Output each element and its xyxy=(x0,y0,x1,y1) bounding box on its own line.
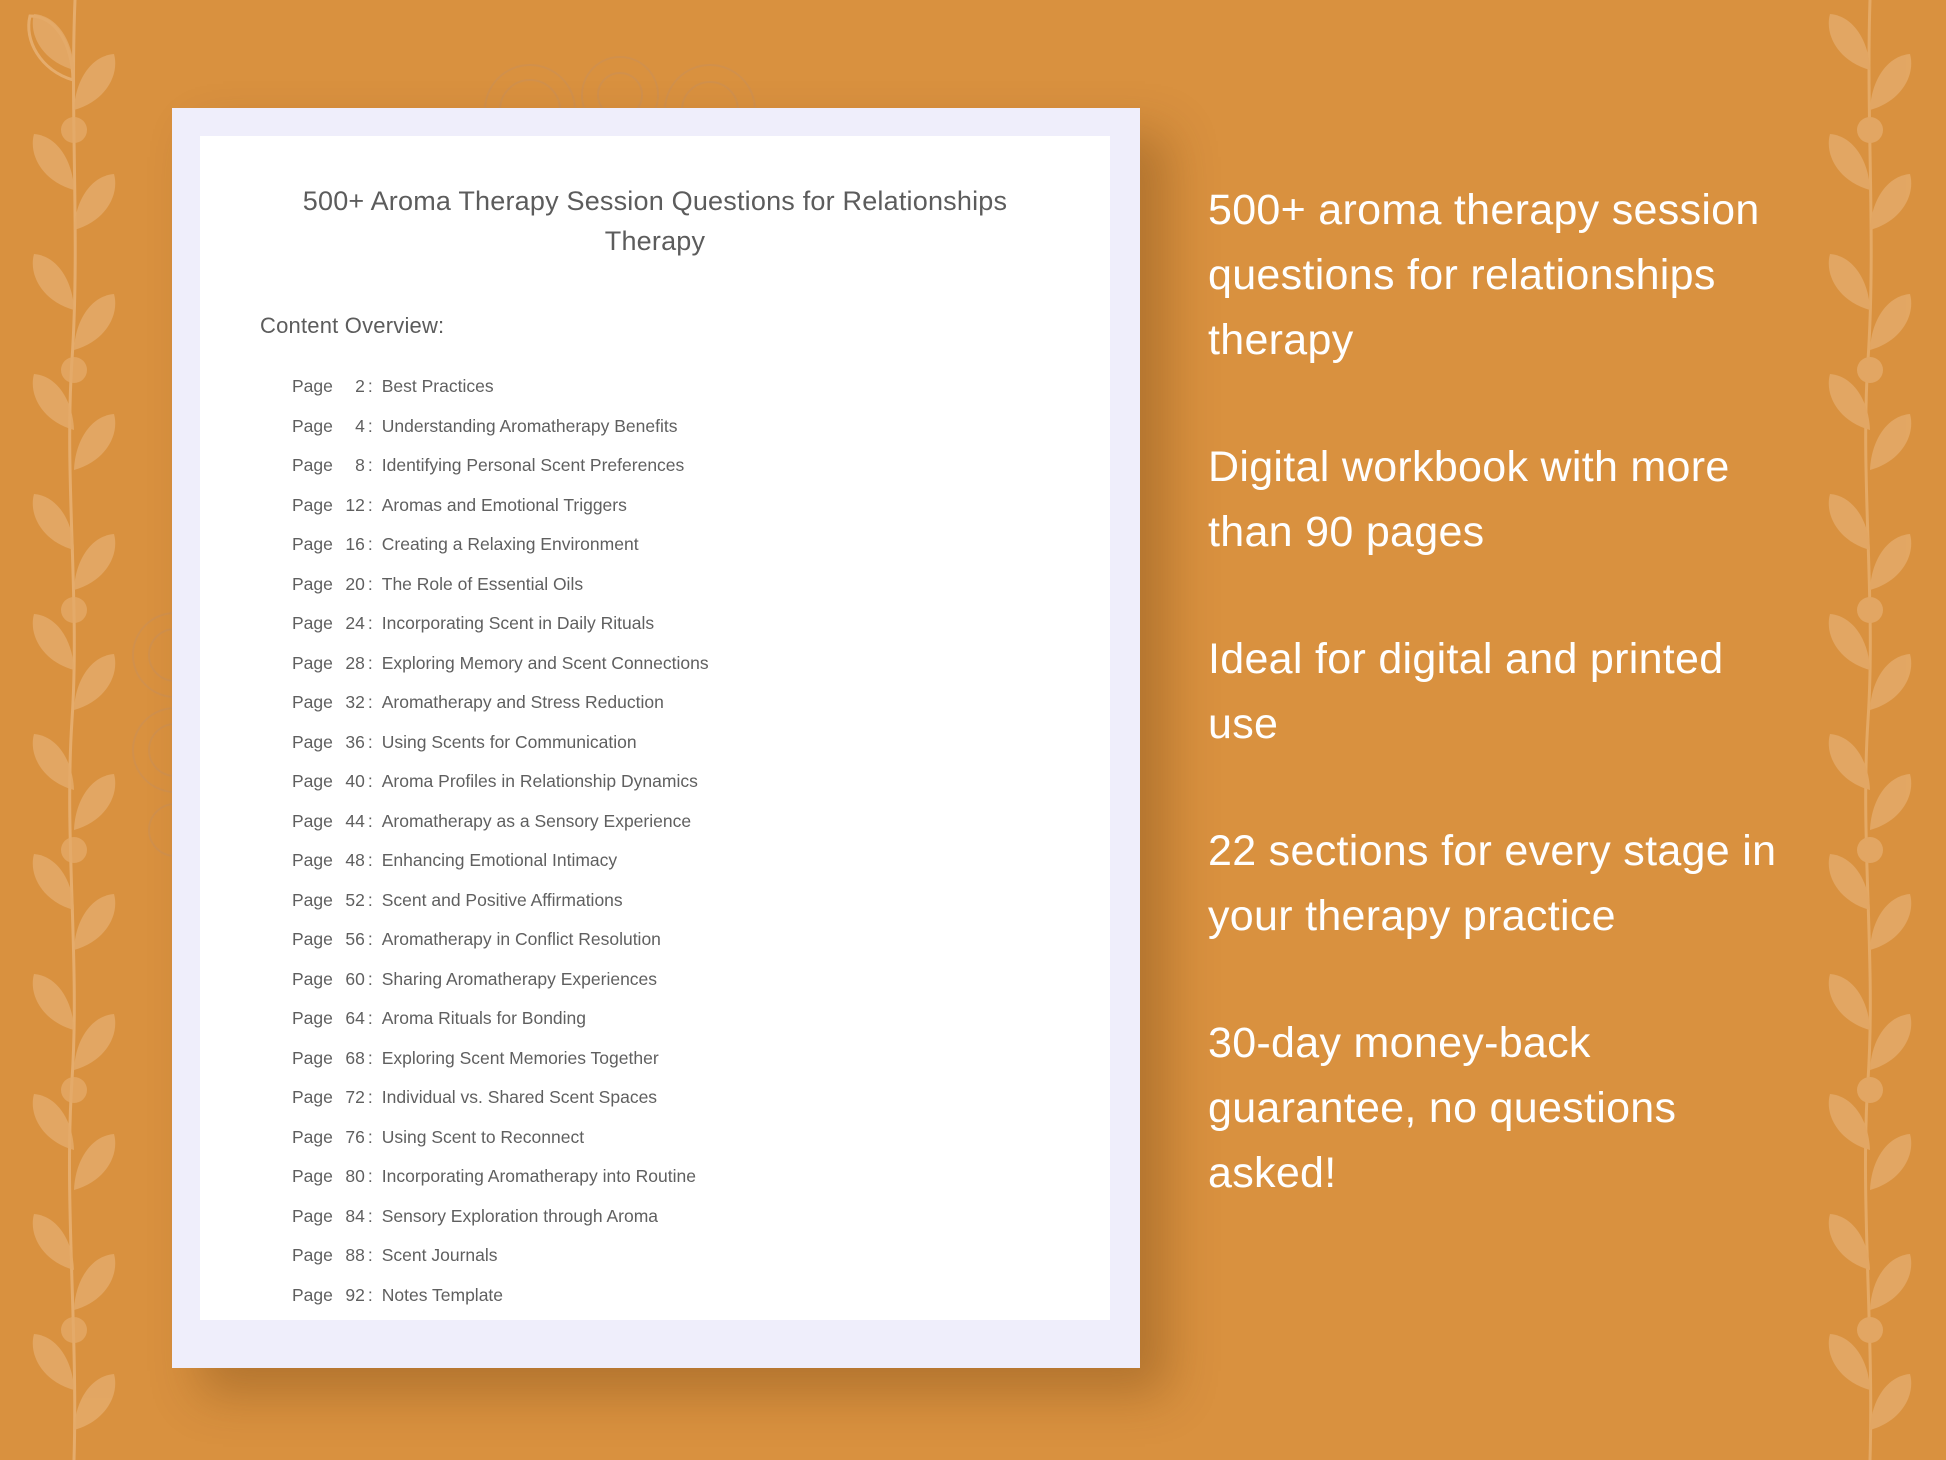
toc-entry-title: Understanding Aromatherapy Benefits xyxy=(381,415,678,436)
toc-row xyxy=(292,644,1050,684)
toc-page-word: Page xyxy=(292,692,333,712)
toc-separator: : xyxy=(367,810,373,831)
toc-entry-title: Using Scents for Communication xyxy=(381,731,637,752)
toc-entry-title: Creating a Relaxing Environment xyxy=(381,534,639,554)
toc-page-number: 88 xyxy=(345,1245,365,1265)
toc-page-word: Page xyxy=(292,534,333,554)
toc-separator: : xyxy=(367,771,373,791)
toc-separator: : xyxy=(367,652,373,673)
toc-row xyxy=(292,486,1050,526)
toc-page-word: Page xyxy=(292,455,333,475)
toc-page-word: Page xyxy=(292,929,333,949)
toc-page-number: 48 xyxy=(345,850,365,870)
toc-entry-title: Aroma Rituals for Bonding xyxy=(381,1008,587,1028)
toc-page-number: 40 xyxy=(345,771,365,791)
toc-row xyxy=(292,525,1050,565)
toc-entry-title: Notes Template xyxy=(381,1284,504,1305)
toc-page-word: Page xyxy=(292,1126,333,1147)
toc-page-number: 12 xyxy=(345,494,365,515)
toc-page-number: 28 xyxy=(345,652,365,673)
toc-separator: : xyxy=(367,1205,373,1226)
toc-page-word: Page xyxy=(292,1245,333,1265)
toc-separator: : xyxy=(367,1245,373,1265)
marketing-bullet: Digital workbook with more than 90 pages xyxy=(1208,443,1730,556)
toc-page-number: 64 xyxy=(345,1008,365,1028)
toc-page-word: Page xyxy=(292,652,333,673)
marketing-bullet: Ideal for digital and printed use xyxy=(1208,635,1724,748)
toc-separator: : xyxy=(367,1284,373,1305)
toc-page-word: Page xyxy=(292,376,333,396)
toc-row xyxy=(292,762,1050,802)
toc-page-number: 52 xyxy=(345,889,365,910)
page-title: 500+ Aroma Therapy Session Questions for Relationships Therapy xyxy=(302,186,1008,256)
toc-page-word: Page xyxy=(292,1205,333,1226)
toc-page-word: Page xyxy=(292,1047,333,1068)
toc-entry-title: Using Scent to Reconnect xyxy=(381,1126,585,1147)
toc-page-number: 72 xyxy=(345,1087,365,1107)
toc-page-word: Page xyxy=(292,1008,333,1028)
marketing-bullet: 500+ aroma therapy session questions for relationships therapy xyxy=(1208,186,1760,364)
toc-page-number: 16 xyxy=(345,534,365,554)
toc-page-word: Page xyxy=(292,810,333,831)
toc-page-word: Page xyxy=(292,1284,333,1305)
toc-page-word: Page xyxy=(292,573,333,594)
toc-entry-title: Individual vs. Shared Scent Spaces xyxy=(381,1087,658,1107)
toc-row xyxy=(292,565,1050,605)
toc-entry-title: Sharing Aromatherapy Experiences xyxy=(381,968,658,989)
toc-entry-title: Best Practices xyxy=(381,376,494,396)
toc-page-word: Page xyxy=(292,415,333,436)
toc-row xyxy=(292,723,1050,763)
toc-separator: : xyxy=(367,1166,373,1186)
toc-page-number: 2 xyxy=(355,376,365,396)
toc-entry-title: Scent Journals xyxy=(381,1245,498,1265)
toc-entry-title: The Role of Essential Oils xyxy=(381,573,584,594)
toc-entry-title: Aromas and Emotional Triggers xyxy=(381,494,627,515)
toc-page-number: 76 xyxy=(345,1126,365,1147)
toc-separator: : xyxy=(367,929,373,949)
toc-separator: : xyxy=(367,455,373,475)
toc-separator: : xyxy=(367,1087,373,1107)
marketing-copy xyxy=(1208,178,1788,1206)
toc-page-number: 84 xyxy=(345,1205,365,1226)
toc-entry-title: Enhancing Emotional Intimacy xyxy=(381,850,618,870)
marketing-bullet: 30-day money-back guarantee, no questions asked! xyxy=(1208,1019,1677,1197)
toc-separator: : xyxy=(367,494,373,515)
toc-separator: : xyxy=(367,968,373,989)
toc-row xyxy=(292,920,1050,960)
toc-page-word: Page xyxy=(292,1087,333,1107)
toc-row xyxy=(292,1157,1050,1197)
toc-row xyxy=(292,604,1050,644)
toc-row xyxy=(292,446,1050,486)
toc-row xyxy=(292,683,1050,723)
toc-page-word: Page xyxy=(292,613,333,633)
toc-separator: : xyxy=(367,692,373,712)
document-content xyxy=(200,136,1110,1320)
toc-page-word: Page xyxy=(292,850,333,870)
toc-row xyxy=(292,841,1050,881)
table-of-contents xyxy=(260,367,1050,1315)
toc-page-number: 32 xyxy=(345,692,365,712)
toc-entry-title: Identifying Personal Scent Preferences xyxy=(381,455,685,475)
toc-separator: : xyxy=(367,731,373,752)
toc-row xyxy=(292,881,1050,921)
toc-separator: : xyxy=(367,1008,373,1028)
toc-entry-title: Exploring Scent Memories Together xyxy=(381,1047,659,1068)
toc-row xyxy=(292,1039,1050,1079)
toc-row xyxy=(292,1118,1050,1158)
toc-page-number: 60 xyxy=(345,968,365,989)
toc-row xyxy=(292,960,1050,1000)
toc-page-number: 8 xyxy=(355,455,365,475)
toc-page-number: 24 xyxy=(345,613,365,633)
toc-entry-title: Exploring Memory and Scent Connections xyxy=(381,652,709,673)
toc-page-number: 68 xyxy=(345,1047,365,1068)
toc-row xyxy=(292,1276,1050,1316)
toc-page-number: 92 xyxy=(345,1284,365,1305)
toc-page-number: 20 xyxy=(345,573,365,594)
toc-separator: : xyxy=(367,534,373,554)
toc-separator: : xyxy=(367,415,373,436)
marketing-bullet: 22 sections for every stage in your therapy practice xyxy=(1208,827,1777,940)
toc-page-number: 80 xyxy=(345,1166,365,1186)
toc-entry-title: Aromatherapy and Stress Reduction xyxy=(381,692,664,712)
toc-separator: : xyxy=(367,1047,373,1068)
floral-border-right-icon xyxy=(1796,0,1946,1460)
toc-entry-title: Scent and Positive Affirmations xyxy=(381,889,623,910)
toc-entry-title: Aroma Profiles in Relationship Dynamics xyxy=(381,771,698,791)
toc-page-word: Page xyxy=(292,1166,333,1186)
toc-entry-title: Incorporating Aromatherapy into Routine xyxy=(381,1166,696,1186)
toc-separator: : xyxy=(367,573,373,594)
toc-row xyxy=(292,407,1050,447)
toc-separator: : xyxy=(367,850,373,870)
toc-page-number: 4 xyxy=(355,415,365,436)
toc-row xyxy=(292,367,1050,407)
toc-row xyxy=(292,1236,1050,1276)
toc-page-word: Page xyxy=(292,889,333,910)
toc-page-number: 36 xyxy=(345,731,365,752)
toc-row xyxy=(292,802,1050,842)
toc-entry-title: Aromatherapy in Conflict Resolution xyxy=(381,929,661,949)
toc-separator: : xyxy=(367,613,373,633)
toc-page-number: 44 xyxy=(345,810,365,831)
toc-page-word: Page xyxy=(292,771,333,791)
toc-page-word: Page xyxy=(292,968,333,989)
toc-separator: : xyxy=(367,889,373,910)
toc-row xyxy=(292,1078,1050,1118)
toc-entry-title: Sensory Exploration through Aroma xyxy=(381,1205,659,1226)
floral-border-left-icon xyxy=(0,0,150,1460)
toc-row xyxy=(292,999,1050,1039)
toc-entry-title: Aromatherapy as a Sensory Experience xyxy=(381,810,692,831)
toc-entry-title: Incorporating Scent in Daily Rituals xyxy=(381,613,655,633)
toc-page-word: Page xyxy=(292,494,333,515)
toc-page-word: Page xyxy=(292,731,333,752)
toc-separator: : xyxy=(367,376,373,396)
toc-page-number: 56 xyxy=(345,929,365,949)
content-overview-label: Content Overview: xyxy=(260,313,445,338)
toc-row xyxy=(292,1197,1050,1237)
toc-separator: : xyxy=(367,1126,373,1147)
